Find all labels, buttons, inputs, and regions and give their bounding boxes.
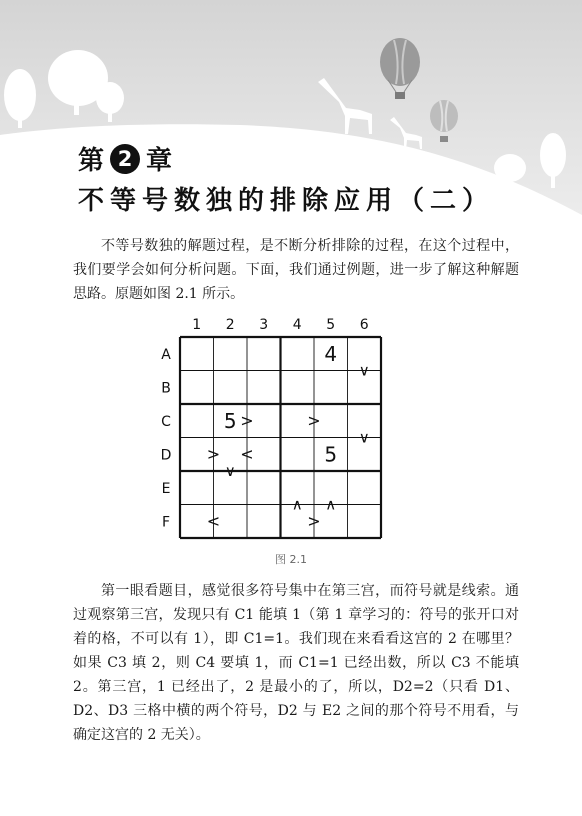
column-label: 6 [359, 317, 369, 333]
chapter-title: 不等号数独的排除应用（二） [78, 186, 495, 216]
row-label: E [161, 480, 171, 497]
chapter-number: 2 [110, 144, 140, 174]
inequality-sign: ∧ [291, 495, 303, 514]
inequality-sign: ∨ [358, 361, 370, 380]
given-number: 5 [223, 408, 237, 433]
column-label: 4 [292, 317, 302, 333]
given-number: 4 [324, 341, 338, 366]
column-label: 3 [259, 317, 269, 333]
chapter-label [78, 140, 172, 177]
figure-caption: 图 2.1 [275, 553, 307, 566]
row-label: F [161, 514, 171, 531]
row-label: C [161, 413, 171, 430]
row-label: D [160, 447, 172, 464]
inequality-sign: > [307, 410, 321, 430]
body-text: 第一眼看题目，感觉很多符号集中在第三宫，而符号就是线索。通过观察第三宫，发现只有 C1 能填 1（第 1 章学习的：符号的张开口对着的格，不可以有 1），即 C1=1。我们现在来看看这宫的 2 在哪里？如果 C3 填 2，则 C4 要填 1，而 C1=1 已经出数，所以 C3 不能填 2。第三宫，1 已经出了，2 是最小的了，所以，D2=2（只看 D1、D2、D3 三格中横的两个符号，D2 与 E2 之间的那个符号不用看，与确定这宫的 2 无关）。 [73, 583, 519, 743]
sudoku-figure [155, 310, 385, 545]
column-label: 2 [225, 317, 235, 333]
inequality-sign: ∨ [358, 428, 370, 447]
inequality-sign: < [240, 444, 254, 464]
body-paragraph [73, 579, 519, 747]
column-label: 5 [326, 317, 336, 333]
chapter-prefix: 第 [78, 146, 105, 176]
inequality-sign: < [206, 511, 221, 531]
inequality-sign: > [240, 410, 254, 430]
inequality-sign: > [206, 444, 221, 464]
column-label: 1 [192, 317, 202, 333]
inequality-sign: > [307, 511, 321, 531]
row-label: A [161, 346, 171, 363]
given-number: 5 [324, 442, 338, 467]
inequality-sign: ∨ [224, 462, 236, 480]
row-label: B [161, 380, 171, 397]
intro-paragraph [73, 234, 519, 306]
intro-text: 不等号数独的解题过程，是不断分析排除的过程，在这个过程中，我们要学会如何分析问题。下面，我们通过例题，进一步了解这种解题思路。原题如图 2.1 所示。 [73, 238, 519, 302]
inequality-sign: ∧ [325, 495, 337, 514]
chapter-suffix: 章 [146, 146, 173, 176]
